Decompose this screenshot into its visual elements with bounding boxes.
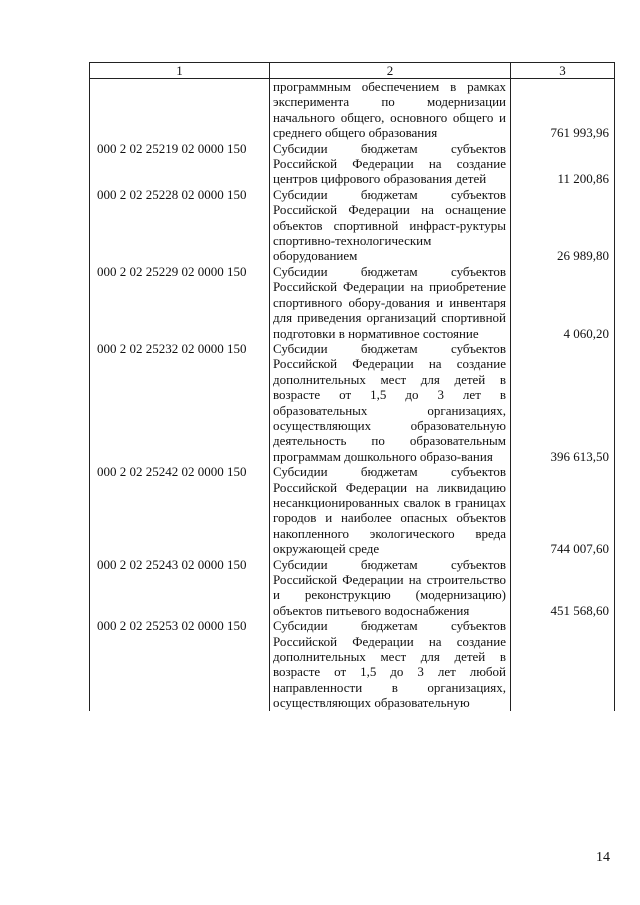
column-header-2: 2 xyxy=(270,63,511,79)
table-body xyxy=(90,79,615,711)
amount-cell: 396 613,50 xyxy=(511,341,615,464)
budget-code-cell: 000 2 02 25219 02 0000 150 xyxy=(90,141,270,187)
table-row xyxy=(90,341,615,464)
amount-cell: 11 200,86 xyxy=(511,141,615,187)
amount-cell: 4 060,20 xyxy=(511,264,615,341)
budget-code-cell xyxy=(90,79,270,141)
amount-cell: 744 007,60 xyxy=(511,464,615,556)
table-row xyxy=(90,618,615,710)
description-cell: Субсидии бюджетам субъектов Российской Федерации на приобретение спортивного обору-дования и инвентаря для приведения организаций спортивной подготовки в нормативное состояние xyxy=(270,264,511,341)
budget-code-cell: 000 2 02 25242 02 0000 150 xyxy=(90,464,270,556)
description-cell: Субсидии бюджетам субъектов Российской Федерации на строительство и реконструкцию (модернизацию) объектов питьевого водоснабжения xyxy=(270,557,511,619)
budget-code-cell: 000 2 02 25229 02 0000 150 xyxy=(90,264,270,341)
table-row xyxy=(90,557,615,619)
table-row xyxy=(90,187,615,264)
column-header-3: 3 xyxy=(511,63,615,79)
description-cell: Субсидии бюджетам субъектов Российской Федерации на ликвидацию несанкционированных свалок в границах городов и наиболее опасных объектов накопленного экологического вреда окружающей среде xyxy=(270,464,511,556)
table-row xyxy=(90,79,615,141)
table-row xyxy=(90,264,615,341)
table-row xyxy=(90,464,615,556)
budget-revenue-table xyxy=(89,62,615,711)
description-cell: Субсидии бюджетам субъектов Российской Федерации на создание дополнительных мест для детей в возрасте от 1,5 до 3 лет в образовательных организациях, осуществляющих образовательную деятельность по образовательным программам дошкольного образо-вания xyxy=(270,341,511,464)
description-cell: Субсидии бюджетам субъектов Российской Федерации на создание центров цифрового образования детей xyxy=(270,141,511,187)
budget-code-cell: 000 2 02 25253 02 0000 150 xyxy=(90,618,270,710)
amount-cell xyxy=(511,618,615,710)
description-cell: Субсидии бюджетам субъектов Российской Федерации на создание дополнительных мест для детей в возрасте от 1,5 до 3 лет любой направленности в организациях, осуществляющих образовательную xyxy=(270,618,511,710)
table-header-row xyxy=(90,63,615,79)
amount-cell: 761 993,96 xyxy=(511,79,615,141)
table-row xyxy=(90,141,615,187)
page-number: 14 xyxy=(596,850,610,865)
column-header-1: 1 xyxy=(90,63,270,79)
budget-code-cell: 000 2 02 25243 02 0000 150 xyxy=(90,557,270,619)
budget-code-cell: 000 2 02 25232 02 0000 150 xyxy=(90,341,270,464)
amount-cell: 26 989,80 xyxy=(511,187,615,264)
description-cell: Субсидии бюджетам субъектов Российской Федерации на оснащение объектов спортивной инфраст-руктуры спортивно-технологическим оборудованием xyxy=(270,187,511,264)
budget-code-cell: 000 2 02 25228 02 0000 150 xyxy=(90,187,270,264)
amount-cell: 451 568,60 xyxy=(511,557,615,619)
description-cell: программным обеспечением в рамках эксперимента по модернизации начального общего, основного общего и среднего общего образования xyxy=(270,79,511,141)
